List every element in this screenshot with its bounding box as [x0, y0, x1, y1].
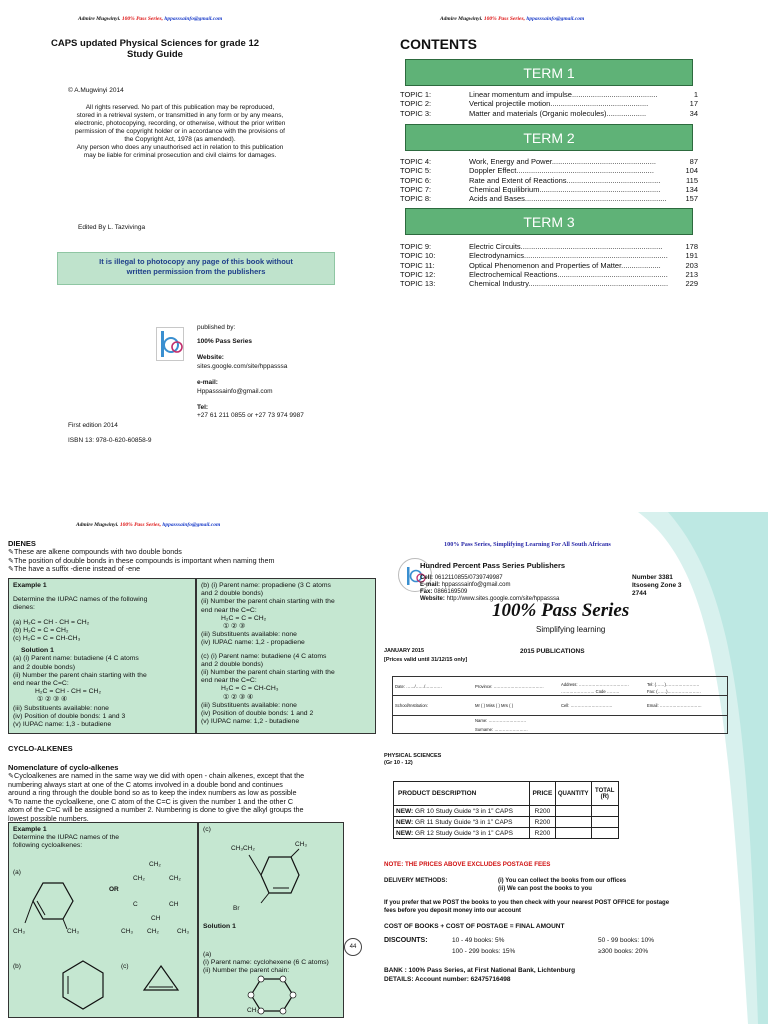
name-field[interactable]: Name: ……………………… — [475, 718, 527, 723]
isbn: ISBN 13: 978-0-620-60858-9 — [68, 437, 152, 444]
toc-row[interactable]: TOPIC 7: Chemical Equilibrium.......................................................... 134 — [400, 184, 698, 194]
email-label: e-mail: — [197, 379, 218, 386]
total-cell — [591, 806, 619, 817]
bank-details: BANK : 100% Pass Series, at First National Bank, Lichtenburg — [384, 967, 576, 974]
discount-tier: ≥300 books: 20% — [598, 948, 649, 955]
example-1-box: Example 1 Determine the IUPAC names of the following dienes: (a) H₂C = CH - CH = CH₂ (b) H₂C = C = CH₂ (c) H₂C = C = CH-CH₃ Solution 1 (a) (i) Parent name: butadiene (4 C atoms and 2 double bonds) (ii) Number the parent chain starting with the end near the C=C: H₂C = CH - CH = CH₂ ① ② ③ ④ (iii) Substituents available: none (iv) Position of double bonds: 1 and 3 (v) IUPAC name: 1,3 - butadiene — [8, 578, 196, 734]
running-header: Admire Mugwinyi. 100% Pass Series, hppasssainfo@gmail.com — [440, 16, 585, 22]
order-form-page — [384, 512, 768, 1024]
quantity-cell[interactable] — [555, 828, 591, 839]
total-cell — [591, 828, 619, 839]
chemistry-page — [0, 512, 384, 1024]
toc-row[interactable]: TOPIC 10: Electrodynamics..................................................................... 191 — [400, 251, 698, 261]
dienes-heading: DIENES — [8, 539, 36, 548]
cyclo-solution-box: (c) CH₃CH₂ CH₃ Br Solution 1 (a) (i) Parent name: cyclohexene (6 C atoms) (ii) Number the parent chain: CH₃ — [198, 822, 344, 1018]
subject-heading: PHYSICAL SCIENCES — [384, 753, 442, 759]
discount-tier: 10 - 49 books: 5% — [452, 937, 505, 944]
term-1-banner: TERM 1 — [405, 59, 693, 86]
page-number: 44 — [344, 938, 362, 956]
publications-heading: 2015 PUBLICATIONS — [520, 648, 585, 655]
code-field[interactable]: …………………… Code ……… — [561, 689, 620, 694]
postage-advice: If you prefer that we POST the books to you then check with your nearest POST OFFICE for postage fees before you deposit money into our account — [384, 900, 670, 914]
contents-heading: CONTENTS — [400, 36, 477, 52]
term-3-banner: TERM 3 — [405, 208, 693, 235]
website-label: Website: — [197, 354, 224, 361]
province-field[interactable]: Province: ……………………………… — [475, 684, 544, 689]
quantity-cell[interactable] — [555, 817, 591, 828]
publisher-name: 100% Pass Series — [197, 338, 252, 345]
cyclo-subheading: Nomenclature of cyclo-alkenes — [8, 763, 119, 772]
term-3-topics — [400, 242, 698, 288]
toc-row[interactable]: TOPIC 5: Doppler Effect.................................................................. 104 — [400, 166, 698, 176]
grade-range: (Gr 10 - 12) — [384, 760, 413, 766]
discounts-label: DISCOUNTS: — [384, 937, 428, 944]
brand-subtitle: Simplifying learning — [536, 625, 606, 634]
term-2-topics — [400, 157, 698, 203]
cyclo-example-box: Example 1 Determine the IUPAC names of the following cycloalkenes: (a) CH₃ CH₃ OR CH₂ CH₂ CH₂ C CH CH CH₃ CH₂ CH₃ (b) (c) — [8, 822, 198, 1018]
tel-field[interactable]: Tel: (……)…………………… — [647, 682, 700, 687]
tel: +27 61 211 0855 or +27 73 974 9987 — [197, 412, 304, 419]
copyright: © A.Mugwinyi 2014 — [68, 87, 124, 94]
table-row[interactable]: NEW: GR 10 Study Guide “3 in 1” CAPS R200 — [394, 806, 619, 817]
toc-row[interactable]: TOPIC 6: Rate and Extent of Reactions............................................. 115 — [400, 175, 698, 185]
price-validity: [Prices valid until 31/12/15 only] — [384, 657, 468, 663]
cyclopropene-icon — [141, 963, 181, 993]
tel-label: Tel: — [197, 404, 209, 411]
cyclohexene-icon — [59, 957, 107, 1013]
term-1-topics — [400, 90, 698, 118]
published-by: published by: — [197, 324, 236, 331]
postage-note: NOTE: THE PRICES ABOVE EXCLUDES POSTAGE FEES — [384, 861, 551, 868]
toc-row[interactable]: TOPIC 13: Chemical Industry................................................................... 229 — [400, 279, 698, 289]
toc-row[interactable]: TOPIC 1: Linear momentum and impulse......................................... 1 — [400, 90, 698, 99]
account-details: DETAILS: Account number: 62475716498 — [384, 976, 511, 983]
customer-form — [392, 676, 728, 734]
methylcyclohexene-icon — [23, 875, 89, 935]
date-field[interactable]: Date: ……/……/………… — [395, 684, 442, 689]
website: sites.google.com/site/hppasssa — [197, 363, 288, 370]
running-header: Admire Mugwinyi. 100% Pass Series, hppasssainfo@gmail.com — [78, 16, 223, 22]
toc-row[interactable]: TOPIC 9: Electric Circuits.................................................................... 178 — [400, 242, 698, 251]
table-row[interactable]: NEW: GR 12 Study Guide “3 in 1” CAPS R200 — [394, 828, 619, 839]
ethylmethylcyclohexene-icon — [239, 847, 319, 905]
publisher-logo-icon — [156, 327, 184, 361]
email: Hppasssainfo@gmail.com — [197, 388, 273, 395]
example-1-col2: (b) (i) Parent name: propadiene (3 C atoms and 2 double bonds) (ii) Number the parent chain starting with the end near the C=C: H₂C = C = CH₂ ① ② ③ (iii) Substituents available: none (iv) IUPAC name: 1,2 - propadiene (c) (i) Parent name: butadiene (4 C atoms and 2 double bonds) (ii) Number the parent chain starting with the end near the C=C: H₂C = C = CH-CH₃ ① ② ③ ④ (iii) Substituents available: none (iv) Position of double bonds: 1 and 2 (v) IUPAC name: 1,2 - butadiene — [196, 578, 376, 734]
dienes-bullets: ✎These are alkene compounds with two double bonds ✎The position of double bonds in these compounds is important when naming them ✎The have a suffix -diene instead of -ene — [8, 547, 275, 573]
surname-field[interactable]: Surname: …………………… — [475, 727, 528, 732]
toc-row[interactable]: TOPIC 12: Electrochemical Reactions..................................................... 213 — [400, 269, 698, 279]
toc-row[interactable]: TOPIC 8: Acids and Bases.................................................................... 157 — [400, 194, 698, 204]
discount-tier: 50 - 99 books: 10% — [598, 937, 655, 944]
issue-date: JANUARY 2015 — [384, 648, 425, 654]
cell-field[interactable]: Cell: ………………………… — [561, 703, 613, 708]
address-field[interactable]: Address: ……………………………… — [561, 682, 629, 687]
fax-field[interactable]: Fax: (……)…………………… — [647, 689, 701, 694]
email-field[interactable]: Email: ………………………… — [647, 703, 702, 708]
toc-row[interactable]: TOPIC 11: Optical Phenomenon and Properties of Matter................... 203 — [400, 260, 698, 270]
editor: Edited By L. Tazvivinga — [78, 224, 146, 231]
publisher-name: Hundred Percent Pass Series Publishers — [420, 561, 566, 570]
school-field[interactable]: School/Institution: — [395, 703, 429, 708]
edition: First edition 2014 — [68, 422, 118, 429]
quantity-cell[interactable] — [555, 806, 591, 817]
total-cell — [591, 817, 619, 828]
rights-notice: All rights reserved. No part of this publication may be reproduced, stored in a retrieval system, or transmitted in any form or by any means, electronic, photocopying, recording, or otherwise, without the prior written permission of the copyright holder or in accordance with the provisions of the Copyright Act, 1978 (as amended). Any person who does any unauthorised act in relation to this publication may be liable for criminal prosecution and civil claims for damages. — [74, 104, 286, 159]
table-row[interactable]: NEW: GR 11 Study Guide “3 in 1” CAPS R200 — [394, 817, 619, 828]
photocopy-warning: It is illegal to photocopy any page of this book without written permission from the publishers — [57, 252, 335, 285]
cyclo-text: ✎Cycloalkenes are named in the same way we did with open - chain alkenes, except that the numbering always start at one of the C atoms involved in a double bond and continues around a ring through the double bond so as to keep the index numbers as low as possible ✎To name the cycloalkene, one C atom of the C=C is given the number 1 and the other C atom of the C=C will be assigned a number 2. Numbering is done to give the alkyl groups the lowest possible numbers. — [8, 771, 305, 823]
term-2-banner: TERM 2 — [405, 124, 693, 151]
discount-tier: 100 - 299 books: 15% — [452, 948, 516, 955]
running-header: Admire Mugwinyi. 100% Pass Series, hppasssainfo@gmail.com — [76, 522, 221, 528]
table-header: PRODUCT DESCRIPTION PRICE QUANTITY TOTAL (R) — [394, 782, 619, 806]
book-title: CAPS updated Physical Sciences for grade 12 Study Guide — [50, 38, 260, 60]
postal-address: Number 3381 Itsoseng Zone 3 2744 — [632, 574, 682, 597]
toc-row[interactable]: TOPIC 3: Matter and materials (Organic molecules)................... 34 — [400, 108, 698, 118]
contents-page — [384, 0, 768, 512]
toc-row[interactable]: TOPIC 2: Vertical projectile motion............................................... 17 — [400, 99, 698, 109]
brand-title: 100% Pass Series — [492, 600, 630, 621]
contact-info: Cell: 0612110855/0739749987 E-mail: hppasssainfo@gmail.com Fax: 0866169509 Website: http://www.sites.google.com/site/hppasssa — [420, 575, 560, 602]
delivery-methods: (i) You can collect the books from our offices (ii) We can post the books to you — [498, 878, 627, 892]
title-page — [0, 0, 384, 512]
toc-row[interactable]: TOPIC 4: Work, Energy and Power.................................................. 87 — [400, 157, 698, 166]
delivery-label: DELIVERY METHODS: — [384, 878, 448, 884]
tagline: 100% Pass Series, Simplifying Learning For All South Africans — [444, 541, 611, 548]
product-table — [393, 781, 619, 839]
title-options[interactable]: Mr ( ) Miss ( ) Mrs ( ) — [475, 703, 514, 708]
cost-formula: COST OF BOOKS + COST OF POSTAGE = FINAL AMOUNT — [384, 923, 565, 930]
cyclo-heading: CYCLO-ALKENES — [8, 744, 73, 753]
